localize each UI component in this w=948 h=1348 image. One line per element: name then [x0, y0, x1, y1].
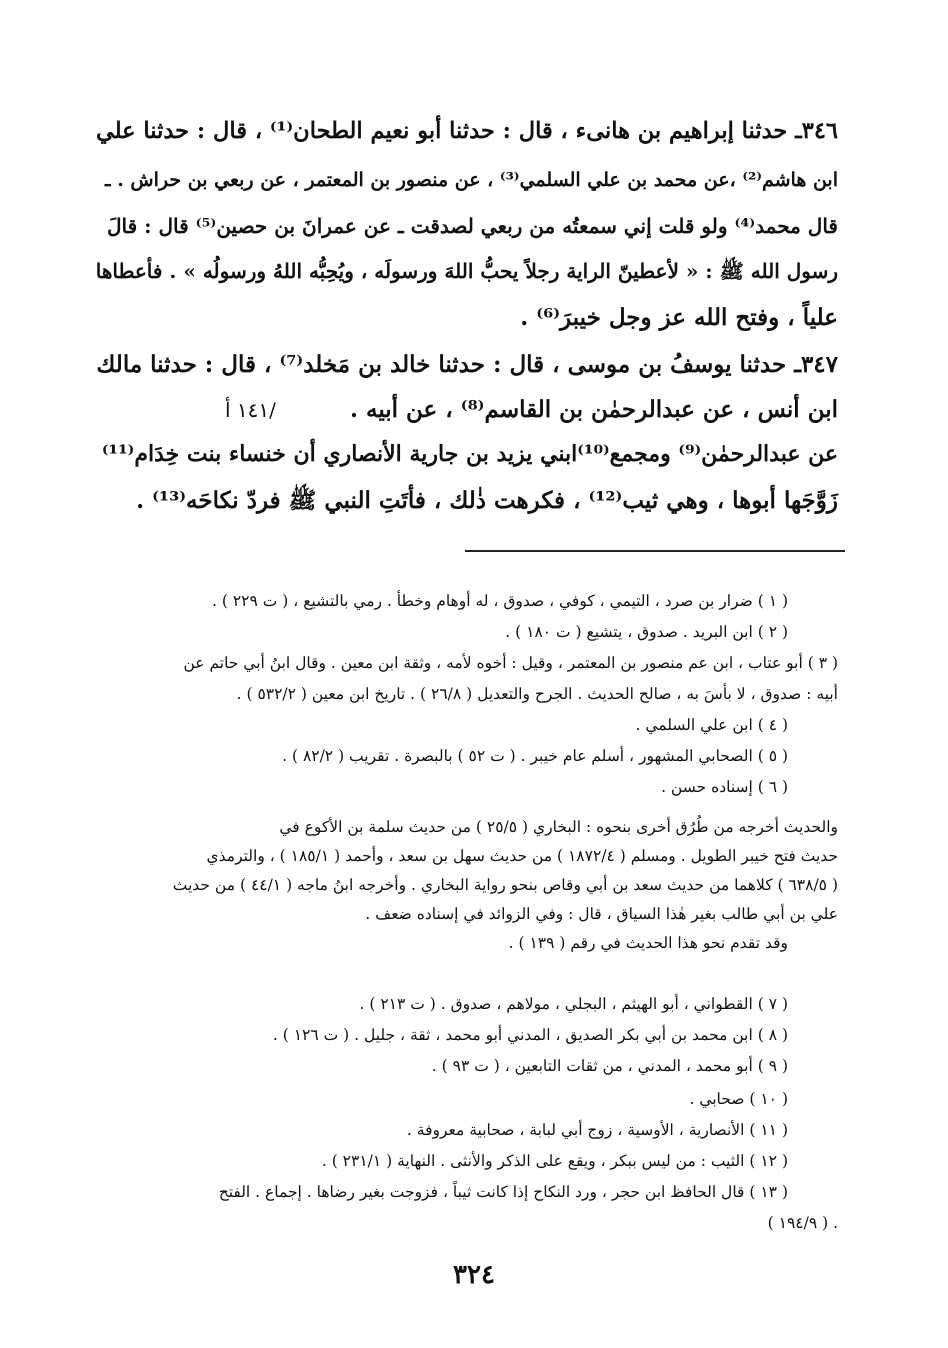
footnote: ( ١ ) ضرار بن صرد ، التيمي ، كوفي ، صدوق ، له أوهام وخطأ . رمي بالتشيع ، ( ت ٢٢٩ ) .: [212, 592, 788, 610]
main-text-line: ٣٤٧ـ حدثنا يوسفُ بن موسى ، قال : حدثنا خالد بن مَخلد⁽⁷⁾ ، قال : حدثنا مالك: [96, 351, 838, 378]
footnote: ( ١٣ ) قال الحافظ ابن حجر ، ورد النكاح إذا كانت ثيباً ، فزوجت بغير رضاها . إجماع . الفتح: [218, 1183, 788, 1201]
footnote: ( ١٠ ) صحابي .: [689, 1090, 788, 1108]
main-text-line: رسول الله ﷺ : « لأعطينّ الراية رجلاً يحبُّ اللهَ ورسولَه ، ويُحِبُّه اللهُ ورسولُه » . فأعطاها: [95, 259, 838, 283]
commentary-line: والحديث أخرجه من طُرُق أخرى بنحوه : البخاري ( ٢٥/٥ ) من حديث سلمة بن الأكوع في: [279, 818, 838, 836]
footnote: ( ١٩٤/٩ ) .: [767, 1214, 838, 1232]
main-text-line: زَوَّجَها أبوها ، وهي ثيب⁽¹²⁾ ، فكرهت ذٰلك ، فأتَتِ النبي ﷺ فردّ نكاحَه⁽¹³⁾ .: [136, 487, 838, 514]
footnote: ( ٢ ) ابن البريد . صدوق ، يتشيع ( ت ١٨٠ ) .: [505, 623, 788, 641]
main-text-line: علياً ، وفتح الله عز وجل خيبرَ⁽⁶⁾ .: [520, 304, 838, 331]
footnote: ( ٦ ) إسناده حسن .: [661, 778, 788, 796]
commentary-line: حديث فتح خيبر الطويل . ومسلم ( ١٨٧٢/٤ ) من حديث سهل بن سعد ، وأحمد ( ١٨٥/١ ) ، والترمذي: [206, 847, 838, 865]
commentary-line: علي بن أبي طالب بغير هٰذا السياق ، قال : وفي الزوائد في إسناده ضعف .: [365, 905, 838, 923]
footnote: ( ٧ ) القطواني ، أبو الهيثم ، البجلي ، مولاهم ، صدوق . ( ت ٢١٣ ) .: [359, 995, 788, 1013]
manuscript-folio-marker: /١٤١ أ: [225, 398, 276, 422]
footnote: ( ٩ ) أبو محمد ، المدني ، من ثقات التابعين ، ( ت ٩٣ ) .: [431, 1057, 788, 1075]
footnote: ( ١٢ ) الثيب : من ليس ببكر ، ويقع على الذكر والأنثى . النهاية ( ٢٣١/١ ) .: [321, 1152, 788, 1170]
footnote-separator: [465, 550, 845, 552]
commentary-line: وقد تقدم نحو هذا الحديث في رقم ( ١٣٩ ) .: [508, 934, 788, 952]
footnote: أبيه : صدوق ، لا بأسَ به ، صالح الحديث . الجرح والتعديل ( ٢٦/٨ ) . تاريخ ابن معين ( ٥٣٢/٢ ) .: [236, 685, 838, 703]
footnote: ( ٤ ) ابن علي السلمي .: [635, 716, 788, 734]
main-text-line: قال محمد⁽⁴⁾ ولو قلت إني سمعتُه من ربعي لصدقت ـ عن عمرانَ بن حصين⁽⁵⁾ قال : قالَ: [107, 214, 838, 238]
footnote: ( ٥ ) الصحابي المشهور ، أسلم عام خيبر . ( ت ٥٢ ) بالبصرة . تقريب ( ٨٢/٢ ) .: [282, 747, 788, 765]
main-text-line: ابن هاشم⁽²⁾ ،عن محمد بن علي السلمي⁽³⁾ ، عن منصور بن المعتمر ، عن ربعي بن حراش . ـ: [105, 169, 838, 191]
main-text-line: ابن أنس ، عن عبدالرحمٰن بن القاسم⁽⁸⁾ ، عن أبيه .: [349, 396, 838, 423]
page-number: ٣٢٤: [453, 1260, 495, 1290]
footnote: ( ١١ ) الأنصارية ، الأوسية ، زوج أبي لبابة ، صحابية معروفة .: [406, 1121, 788, 1139]
footnote: ( ٨ ) ابن محمد بن أبي بكر الصديق ، المدني أبو محمد ، ثقة ، جليل . ( ت ١٢٦ ) .: [272, 1026, 788, 1044]
commentary-line: ( ٦٣٨/٥ ) كلاهما من حديث سعد بن أبي وقاص بنحو رواية البخاري . وأخرجه ابنُ ماجه ( ٤٤/١ ) من حديث: [172, 876, 838, 894]
main-text-line: ٣٤٦ـ حدثنا إبراهيم بن هانىء ، قال : حدثنا أبو نعيم الطحان⁽¹⁾ ، قال : حدثنا علي: [95, 118, 838, 144]
main-text-line: عن عبدالرحمٰن⁽⁹⁾ ومجمع⁽¹⁰⁾ابني يزيد بن جارية الأنصاري أن خنساء بنت خِدَام⁽¹¹⁾: [101, 441, 838, 467]
footnote: ( ٣ ) أبو عتاب ، ابن عم منصور بن المعتمر ، وقيل : أخوه لأمه ، وثقة ابن معين . وقال ابنُ أبي حاتم عن: [183, 654, 838, 672]
